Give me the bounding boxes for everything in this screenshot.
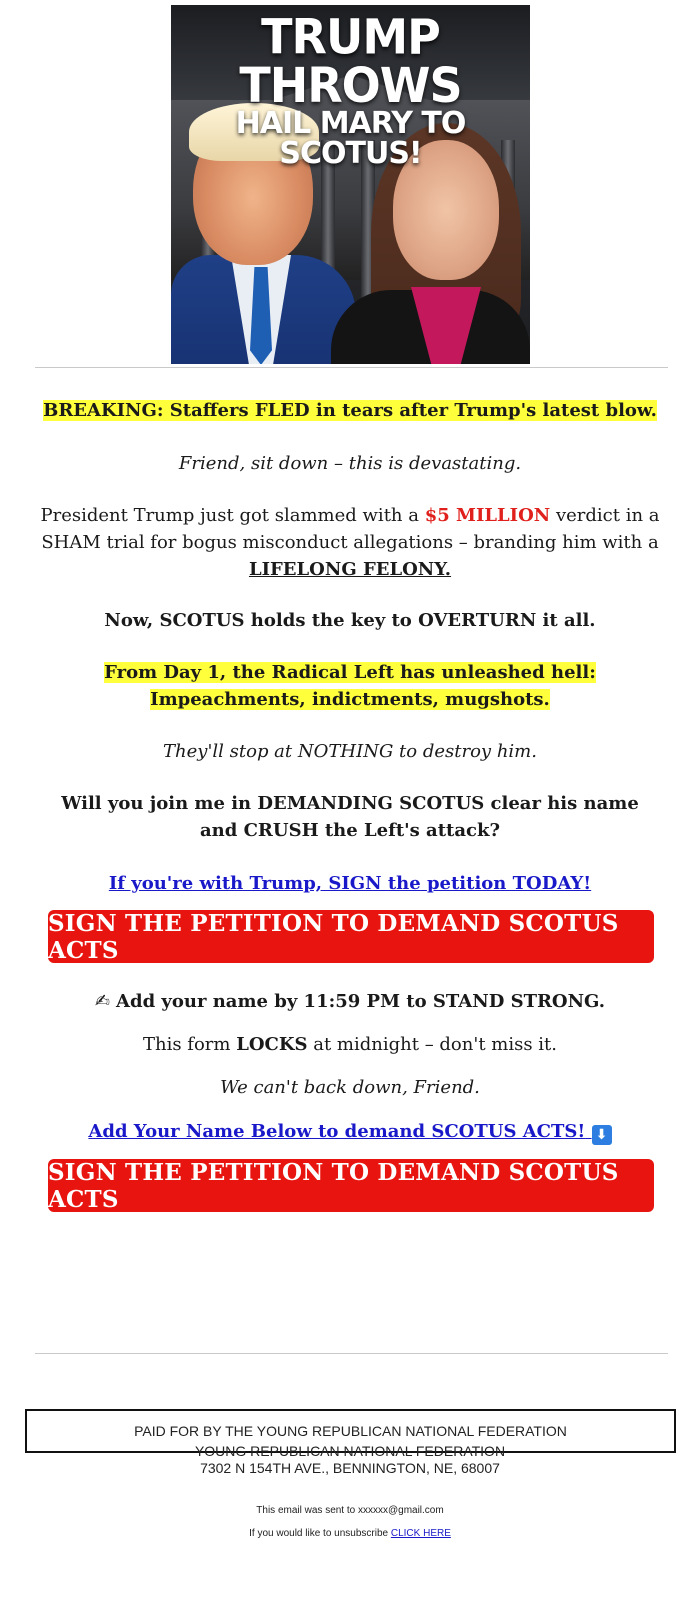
add-name-below-text: Add Your Name Below to demand SCOTUS ACTS!	[88, 1121, 586, 1142]
cant-back-down-line: We can't back down, Friend.	[220, 1077, 480, 1098]
form-locks-bold: LOCKS	[236, 1034, 308, 1055]
verdict-mid: verdict in a SHAM trial for bogus misconduct allegations – branding him with a	[41, 505, 660, 553]
hero-headline-line2: HAIL MARY TO SCOTUS!	[235, 106, 466, 171]
radical-left-text: From Day 1, the Radical Left has unleashed hell: Impeachments, indictments, mugshots.	[104, 662, 596, 710]
add-name-line	[40, 988, 660, 1015]
sign-petition-button-1[interactable]: SIGN THE PETITION TO DEMAND SCOTUS ACTS	[48, 910, 654, 963]
friend-line: Friend, sit down – this is devastating.	[178, 453, 522, 474]
verdict-felony: LIFELONG FELONY.	[248, 559, 452, 580]
verdict-amount: $5 MILLION	[424, 505, 551, 526]
join-me-line: Will you join me in DEMANDING SCOTUS clear his name and CRUSH the Left's attack?	[61, 793, 639, 841]
sign-today-link[interactable]: If you're with Trump, SIGN the petition TODAY!	[108, 873, 592, 894]
unsubscribe-line	[0, 1528, 700, 1539]
verdict-paragraph	[40, 502, 660, 583]
unsubscribe-pre: If you would like to unsubscribe	[249, 1528, 391, 1539]
radical-left-line	[48, 659, 652, 713]
form-locks-post: at midnight – don't miss it.	[307, 1034, 558, 1055]
sign-petition-button-2[interactable]: SIGN THE PETITION TO DEMAND SCOTUS ACTS	[48, 1159, 654, 1212]
org-name: YOUNG REPUBLICAN NATIONAL FEDERATION	[194, 1443, 506, 1459]
add-name-text: Add your name by 11:59 PM to STAND STRONG.	[116, 991, 606, 1012]
form-locks-line	[40, 1031, 660, 1058]
org-address-block	[0, 1443, 700, 1477]
top-divider	[35, 367, 668, 368]
pencil-icon: ✍	[94, 991, 111, 1012]
form-locks-pre: This form	[142, 1034, 237, 1055]
add-name-below-line	[40, 1118, 660, 1145]
org-address: 7302 N 154TH AVE., BENNINGTON, NE, 68007	[200, 1460, 500, 1476]
scotus-key-line: Now, SCOTUS holds the key to OVERTURN it all.	[104, 610, 596, 631]
hero-headline	[171, 8, 530, 171]
breaking-text: BREAKING: Staffers FLED in tears after Trump's latest blow.	[43, 400, 657, 421]
sign-today-line	[40, 870, 660, 897]
footer-divider	[35, 1353, 668, 1354]
stop-nothing-line: They'll stop at NOTHING to destroy him.	[163, 741, 537, 762]
hero-headline-line1: TRUMP THROWS	[239, 8, 462, 114]
unsubscribe-link[interactable]: CLICK HERE	[390, 1528, 451, 1539]
down-arrow-icon: ⬇	[592, 1125, 612, 1145]
add-name-below-link[interactable]	[88, 1121, 611, 1142]
hero-image[interactable]	[171, 5, 530, 364]
sent-to-line: This email was sent to xxxxxx@gmail.com	[256, 1505, 444, 1516]
paid-for-text: PAID FOR BY THE YOUNG REPUBLICAN NATIONAL FEDERATION	[134, 1423, 567, 1439]
breaking-line	[40, 397, 660, 424]
verdict-pre: President Trump just got slammed with a	[40, 505, 425, 526]
